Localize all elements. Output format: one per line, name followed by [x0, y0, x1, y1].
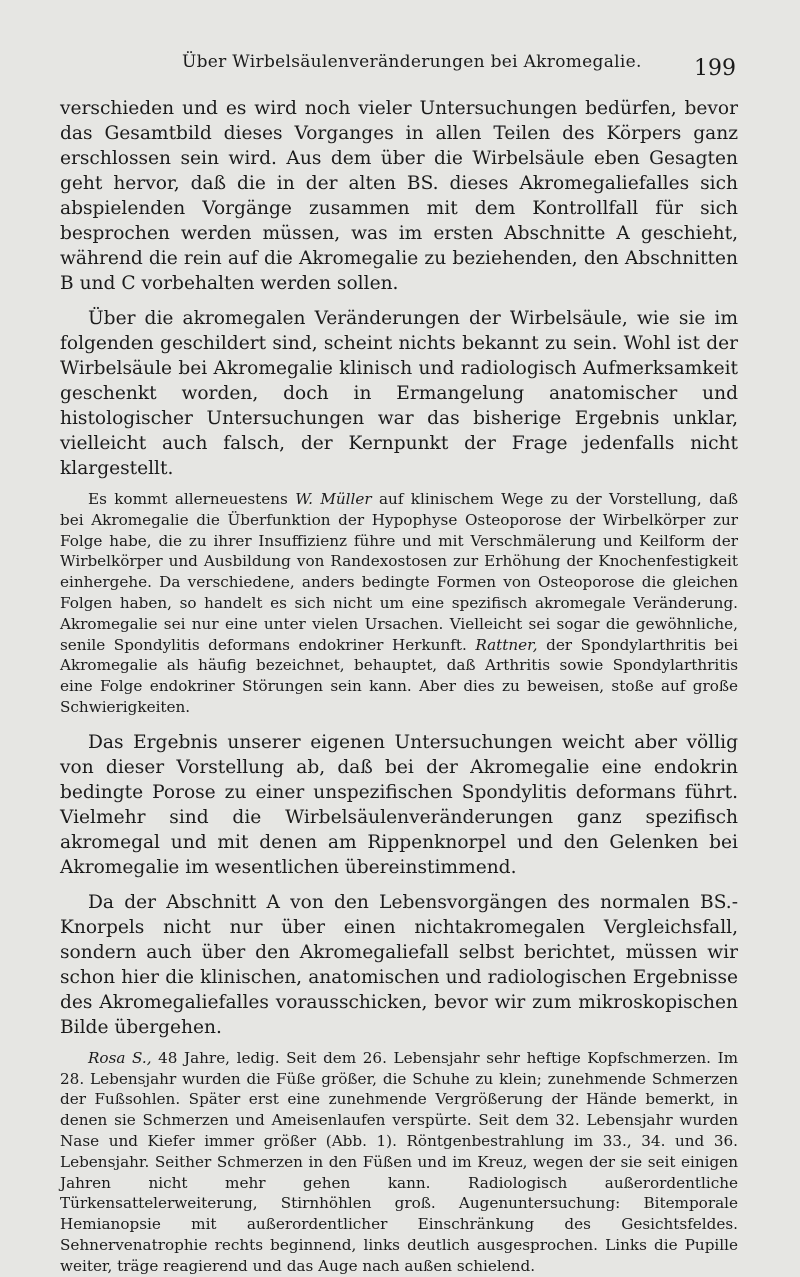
- page-number: 199: [694, 56, 736, 81]
- case-history-text: 48 Jahre, ledig. Seit dem 26. Lebensjahr sehr heftige Kopfschmerzen. Im 28. Lebensjahr wurden die Füße größer, die Schuhe zu klein; zunehmende Schmerzen der Fußsohlen. Später erst eine zunehmende Vergrößerung der Hände bemerkt, in denen sie Schmerzen und Ameisenlaufen verspürte. Seit dem 32. Lebensjahr wurden Nase und Kiefer immer größer (Abb. 1). Röntgenbestrahlung im 33., 34. und 36. Lebensjahr. Seither Schmerzen in den Füßen und im Kreuz, wegen der sie seit einigen Jahren nicht mehr gehen kann. Radiologisch außerordentliche Türkensattelerweiterung, Stirnhöhlen groß. Augenuntersuchung: Bitemporale Hemianopsie mit außerordentlicher Einschränkung des Gesichtsfeldes. Sehnervenatrophie rechts beginnend, links deutlich ausgesprochen. Links die Pupille weiter, träge reagierend und das Auge nach außen schielend.: [60, 1048, 738, 1275]
- patient-name: Rosa S.,: [88, 1048, 152, 1067]
- running-title: Über Wirbelsäulenveränderungen bei Akromegalie.: [182, 52, 642, 72]
- page-body: [60, 96, 738, 1277]
- paragraph-continued: verschieden und es wird noch vieler Untersuchungen bedürfen, bevor das Gesamtbild dieses Vorganges in allen Teilen des Körpers ganz erschlossen sein wird. Aus dem über die Wirbelsäule eben Gesagten geht hervor, daß die in der alten BS. dieses Akromegaliefalles sich abspielenden Vorgänge zusammen mit dem Kontrollfall für sich besprochen werden müssen, was im ersten Abschnitte A geschieht, während die rein auf die Akromegalie zu beziehenden, den Abschnitten B und C vorbehalten werden sollen.: [60, 98, 738, 294]
- smallprint-case-history: [60, 1048, 738, 1277]
- note-text-segment: der Spondylarthritis bei Akromegalie als häufig bezeichnet, behauptet, daß Arthritis sowie Spondylarthritis eine Folge endokriner Störungen sein kann. Aber dies zu beweisen, stoße auf große Schwierigkeiten.: [60, 635, 738, 716]
- paragraph-ergebnis: Das Ergebnis unserer eigenen Untersuchungen weicht aber völlig von dieser Vorstellung ab, daß bei der Akromegalie eine endokrin bedingte Porose zu einer unspezifischen Spondylitis deformans führt. Vielmehr sind die Wirbelsäulenveränderungen ganz spezifisch akromegal und mit denen am Rippenknorpel und den Gelenken bei Akromegalie im wesentlichen übereinstimmend.: [60, 731, 738, 878]
- smallprint-literature-note: [60, 489, 738, 718]
- note-text-segment: auf klinischem Wege zu der Vorstellung, daß bei Akromegalie die Überfunktion der Hypophyse Osteoporose der Wirbelkörper zur Folge habe, die zu ihrer Insuffizienz führe und mit Verschmälerung und Keilform der Wirbelkörper und Ausbildung von Randexostosen zur Erhöhung der Knochenfestigkeit einhergehe. Da verschiedene, anders bedingte Formen von Osteoporose die gleichen Folgen haben, so handelt es sich nicht um eine spezifisch akromegale Veränderung. Akromegalie sei nur eine unter vielen Ursachen. Vielleicht sei sogar die gewöhnliche, senile Spondylitis deformans endokriner Herkunft.: [60, 490, 738, 654]
- author-name-rattner: Rattner,: [475, 635, 538, 654]
- paragraph-abschnitt-a: Da der Abschnitt A von den Lebensvorgängen des normalen BS.-Knorpels nicht nur über einen nichtakromegalen Vergleichsfall, sondern auch über den Akromegaliefall selbst berichtet, müssen wir schon hier die klinischen, anatomischen und radiologischen Ergebnisse des Akromegaliefalles vorausschicken, bevor wir zum mikroskopischen Bilde übergehen.: [60, 891, 738, 1038]
- page-header: [60, 48, 740, 84]
- note-text-segment: Es kommt allerneuestens: [88, 490, 296, 508]
- author-name-mueller: W. Müller: [295, 490, 372, 508]
- paragraph-akromegale-veraenderungen: Über die akromegalen Veränderungen der Wirbelsäule, wie sie im folgenden geschildert sind, scheint nichts bekannt zu sein. Wohl ist der Wirbelsäule bei Akromegalie klinisch und radiologisch Aufmerksamkeit geschenkt worden, doch in Ermangelung anatomischer und histologischer Untersuchungen war das bisherige Ergebnis unklar, vielleicht auch falsch, der Kernpunkt der Frage jedenfalls nicht klargestellt.: [60, 308, 738, 479]
